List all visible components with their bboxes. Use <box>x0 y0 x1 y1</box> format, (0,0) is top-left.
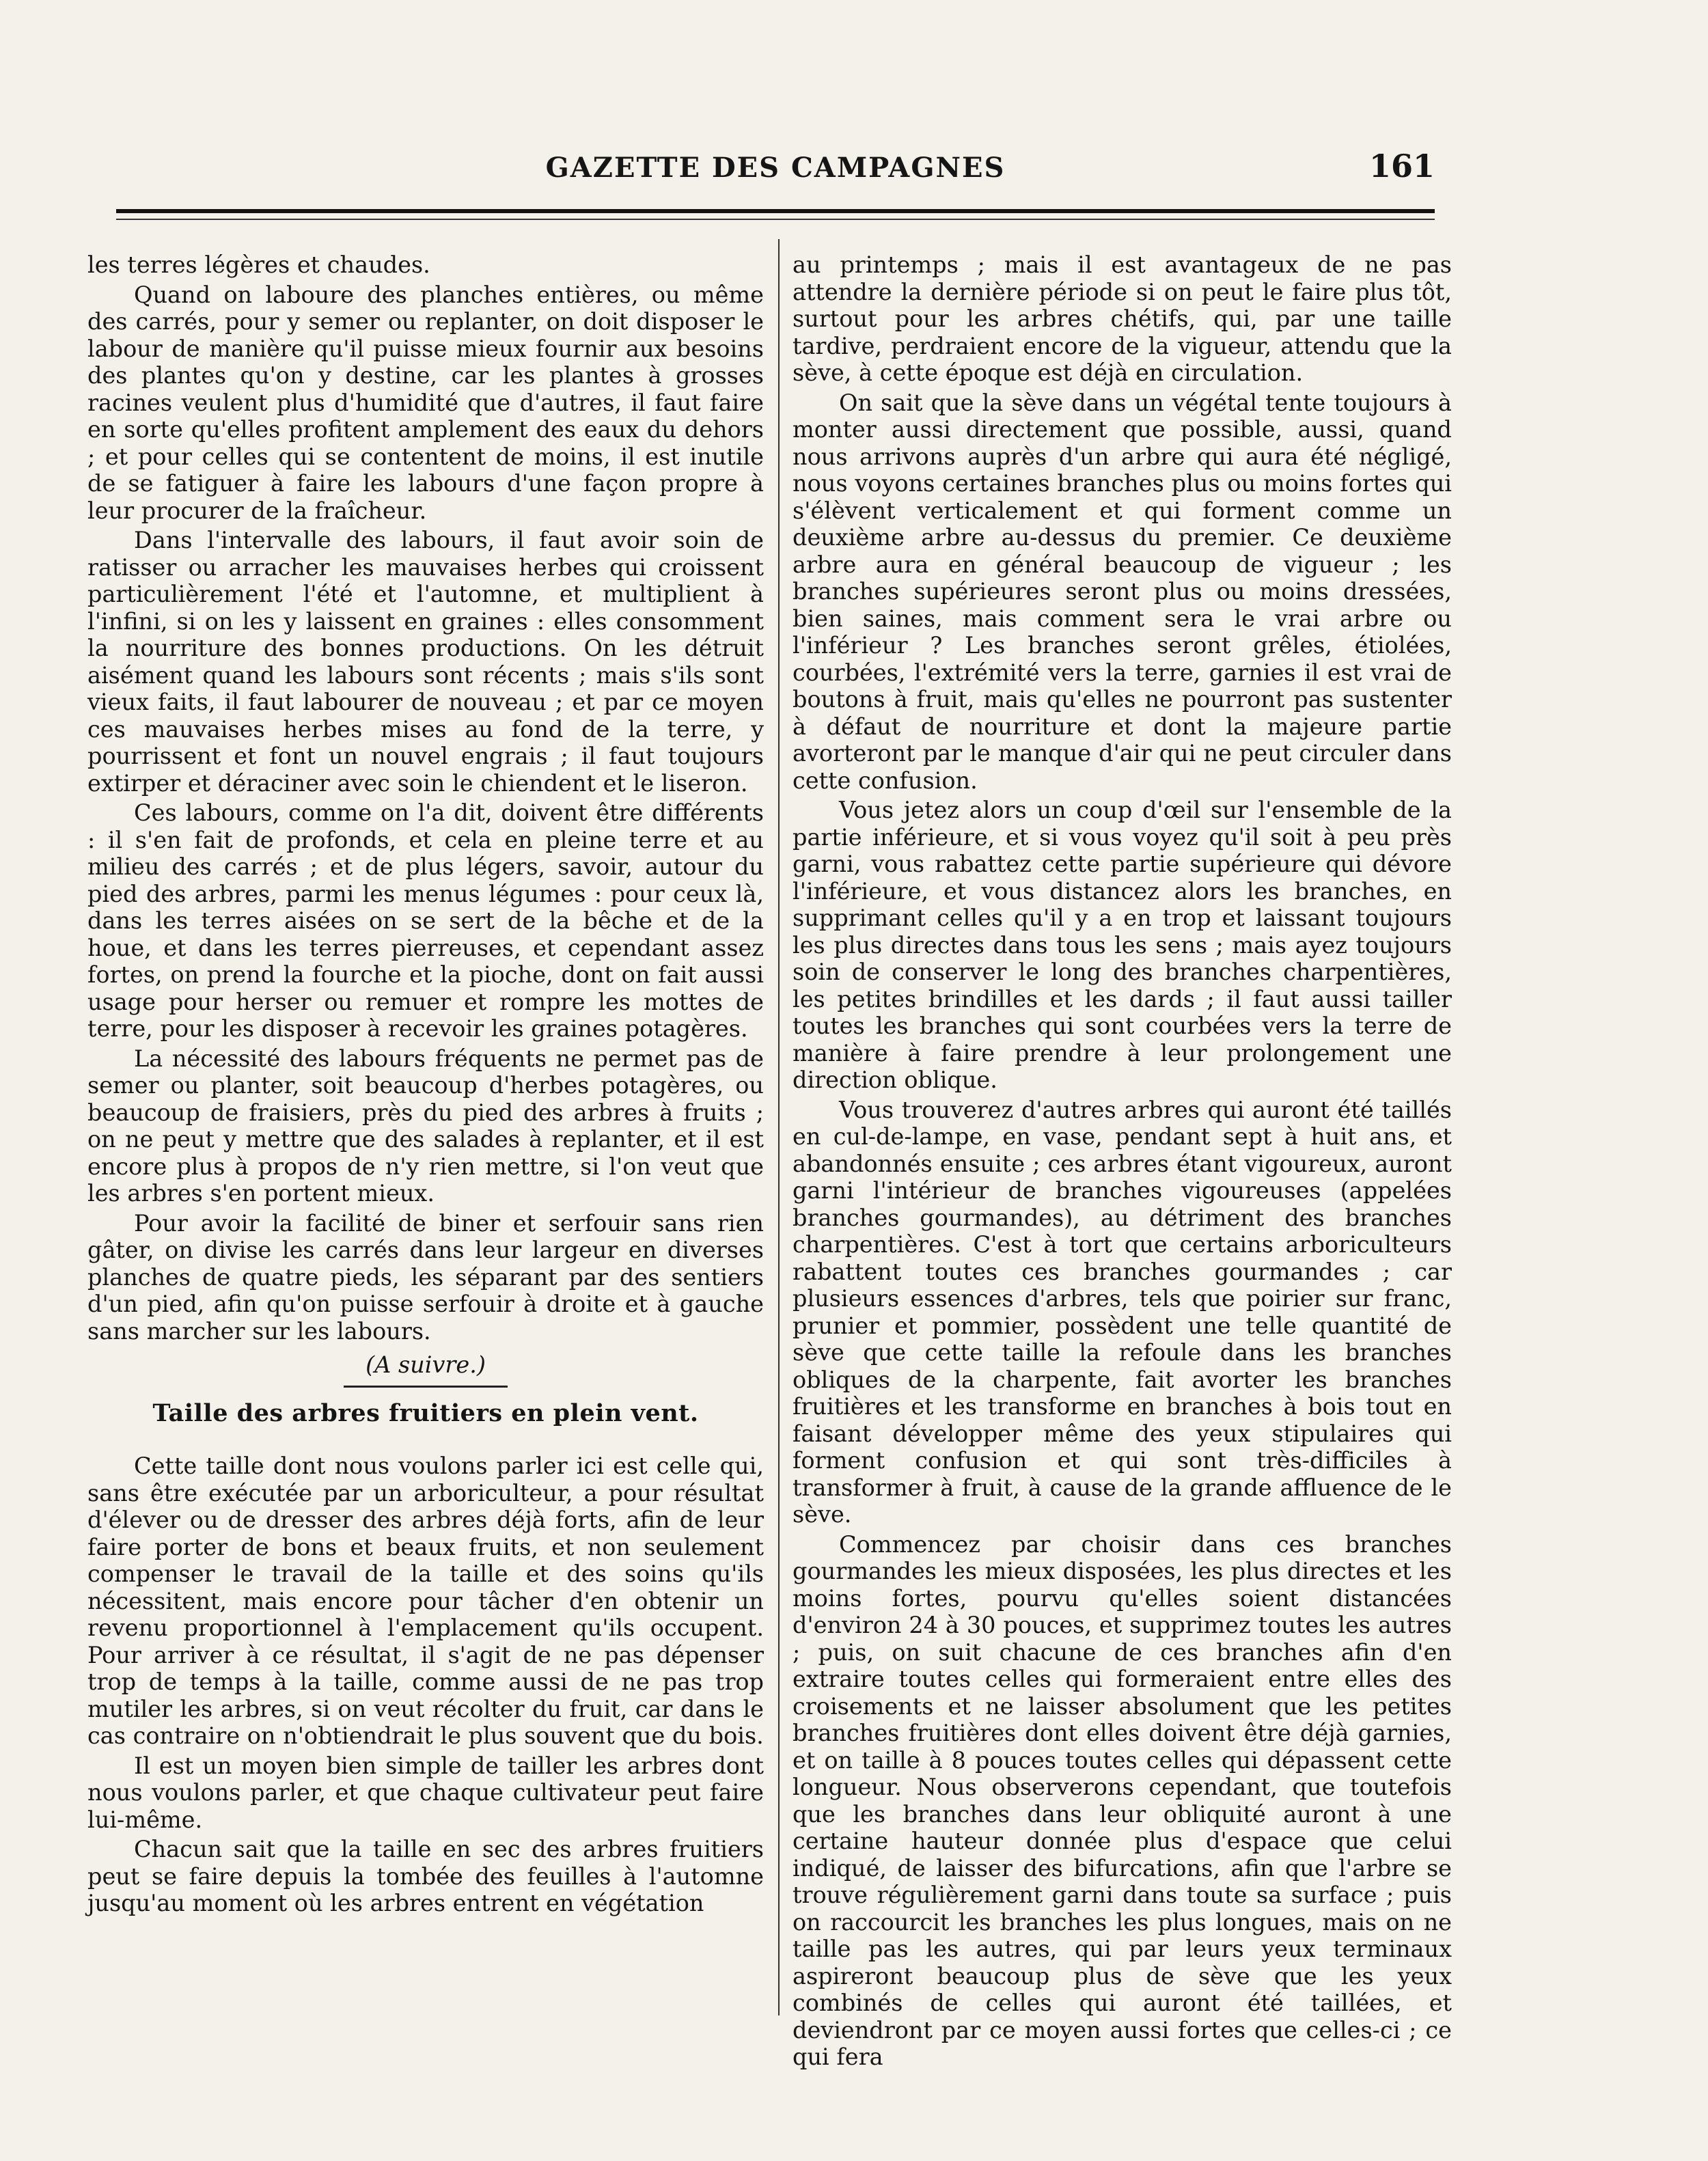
paragraph: Cette taille dont nous voulons parler ici est celle qui, sans être exécutée par un arboriculteur, a pour résultat d'élever ou de dresser des arbres déjà forts, afin de leur faire porter de bons et beaux fruits, et non seulement compenser le travail de la taille et des soins qu'ils nécessitent, mais encore pour tâcher d'en obtenir un revenu proportionnel à l'emplacement qu'ils occupent. Pour arriver à ce résultat, il s'agit de ne pas dépenser trop de temps à la taille, comme aussi de ne pas trop mutiler les arbres, si on veut récolter du fruit, car dans le cas contraire on n'obtiendrait le plus souvent que du bois. <box>87 1453 764 1749</box>
paragraph: les terres légères et chaudes. <box>87 251 430 278</box>
column-divider <box>778 239 780 2015</box>
paragraph: Dans l'intervalle des labours, il faut avoir soin de ratisser ou arracher les mauvaises herbes qui croissent particulièrement l'été et l'automne, et multiplient à l'infini, si on les y laissent en graines : elles consomment la nourriture des bonnes productions. On les détruit aisément quand les labours sont récents ; mais s'ils sont vieux faits, il faut labourer de nouveau ; et par ce moyen ces mauvaises herbes mises au fond de la terre, y pourrissent et font un nouvel engrais ; il faut toujours extirper et déraciner avec soin le chiendent et le liseron. <box>87 527 764 797</box>
paragraph: Chacun sait que la taille en sec des arbres fruitiers peut se faire depuis la tombée des feuilles à l'automne jusqu'au moment où les arbres entrent en végétation <box>87 1836 764 1916</box>
paragraph: Vous trouverez d'autres arbres qui auront été taillés en cul-de-lampe, en vase, pendant sept à huit ans, et abandonnés ensuite ; ces arbres étant vigoureux, auront garni l'intérieur de branches vigoureuses (appelées branches gourmandes), au détriment des branches charpentières. C'est à tort que certains arboriculteurs rabattent toutes ces branches gourmandes ; car plusieurs essences d'arbres, tels que poirier sur franc, prunier et pommier, possèdent une telle quantité de sève que cette taille la refoule dans les branches obliques de la charpente, fait avorter les branches fruitières et les transforme en branches à bois tout en faisant développer même des yeux stipulaires qui forment confusion et qui sont très-difficiles à transformer à fruit, à cause de la grande affluence de le sève. <box>793 1096 1452 1528</box>
paragraph: Commencez par choisir dans ces branches gourmandes les mieux disposées, les plus directes et les moins fortes, pourvu qu'elles soient distancées d'environ 24 à 30 pouces, et supprimez toutes les autres ; puis, on suit chacune de ces branches afin d'en extraire toutes celles qui formeraient entre elles des croisements et ne laisser absolument que les petites branches fruitières dont elles doivent être déjà garnies, et on taille à 8 pouces toutes celles qui dépassent cette longueur. Nous observerons cependant, que toutefois que les branches dans leur obliquité auront à une certaine hauteur donnée plus d'espace que celui indiqué, de laisser des bifurcations, afin que l'arbre se trouve régulièrement garni dans toute sa surface ; puis on raccourcit les branches les plus longues, mais on ne taille pas les autres, qui par leurs yeux terminaux aspireront beaucoup plus de sève que les yeux combinés de celles qui auront été taillées, et deviendront par ce moyen aussi fortes que celles-ci ; ce qui fera <box>793 1530 1452 2070</box>
to-be-continued: (A suivre.) <box>366 1351 486 1378</box>
paragraph: Vous jetez alors un coup d'œil sur l'ensemble de la partie inférieure, et si vous voyez qu'il soit à peu près garni, vous rabattez cette partie supérieure qui dévore l'inférieure, et vous distancez alors les branches, en supprimant celles qu'il y a en trop et laissant toujours les plus directes dans tous les sens ; mais ayez toujours soin de conserver le long des branches charpentières, les petites brindilles et les dards ; il faut aussi tailler toutes les branches qui sont courbées vers la terre de manière à faire prendre à leur prolongement une direction oblique. <box>793 797 1452 1093</box>
article-title: Taille des arbres fruitiers en plein vent. <box>152 1399 699 1427</box>
publication-title: GAZETTE DES CAMPAGNES <box>545 152 1006 184</box>
paragraph: Quand on laboure des planches entières, ou même des carrés, pour y semer ou replanter, on doit disposer le labour de manière qu'il puisse mieux fournir aux besoins des plantes qu'on y destine, car les plantes à grosses racines veulent plus d'humidité que d'autres, il faut faire en sorte qu'elles profitent amplement des eaux du dehors ; et pour celles qui se contentent de moins, il est inutile de se fatiguer à faire les labours d'une façon propre à leur procurer de la fraîcheur. <box>87 281 764 524</box>
section-divider <box>344 1386 508 1388</box>
paragraph: Il est un moyen bien simple de tailler les arbres dont nous voulons parler, et que chaque cultivateur peut faire lui-même. <box>87 1752 764 1833</box>
left-column <box>87 251 764 1920</box>
right-column <box>793 251 1452 2074</box>
paragraph: On sait que la sève dans un végétal tente toujours à monter aussi directement que possible, aussi, quand nous arrivons auprès d'un arbre qui aura été négligé, nous voyons certaines branches plus ou moins fortes qui s'élèvent verticalement et qui forment comme un deuxième arbre au-dessus du premier. Ce deuxième arbre aura en général beaucoup de vigueur ; les branches supérieures seront plus ou moins dressées, bien saines, mais comment sera le vrai arbre ou l'inférieur ? Les branches seront grêles, étiolées, courbées, l'extrémité vers la terre, garnies il est vrai de boutons à fruit, mais qu'elles ne pourront pas sustenter à défaut de nourriture et dont la majeure partie avorteront par le manque d'air qui ne peut circuler dans cette confusion. <box>793 389 1452 794</box>
paragraph: au printemps ; mais il est avantageux de ne pas attendre la dernière période si on peut le faire plus tôt, surtout pour les arbres chétifs, qui, par une taille tardive, perdraient encore de la vigueur, attendu que la sève, à cette époque est déjà en circulation. <box>793 251 1452 386</box>
page-header <box>116 148 1435 193</box>
header-rule-thin <box>116 219 1435 220</box>
header-rule-thick <box>116 209 1435 213</box>
page-number: 161 <box>1368 148 1435 184</box>
paragraph: Pour avoir la facilité de biner et serfouir sans rien gâter, on divise les carrés dans leur largeur en diverses planches de quatre pieds, les séparant par des sentiers d'un pied, afin qu'on puisse serfouir à droite et à gauche sans marcher sur les labours. <box>87 1209 764 1345</box>
paragraph: Ces labours, comme on l'a dit, doivent être différents : il s'en fait de profonds, et cela en pleine terre et au milieu des carrés ; et de plus légers, savoir, autour du pied des arbres, parmi les menus légumes : pour ceux là, dans les terres aisées on se sert de la bêche et de la houe, et dans les terres pierreuses, et cependant assez fortes, on prend la fourche et la pioche, dont on fait aussi usage pour herser ou remuer et rompre les mottes de terre, pour les disposer à recevoir les graines potagères. <box>87 799 764 1042</box>
paragraph: La nécessité des labours fréquents ne permet pas de semer ou planter, soit beaucoup d'herbes potagères, ou beaucoup de fraisiers, près du pied des arbres à fruits ; on ne peut y mettre que des salades à replanter, et il est encore plus à propos de n'y rien mettre, si l'on veut que les arbres s'en portent mieux. <box>87 1045 764 1207</box>
